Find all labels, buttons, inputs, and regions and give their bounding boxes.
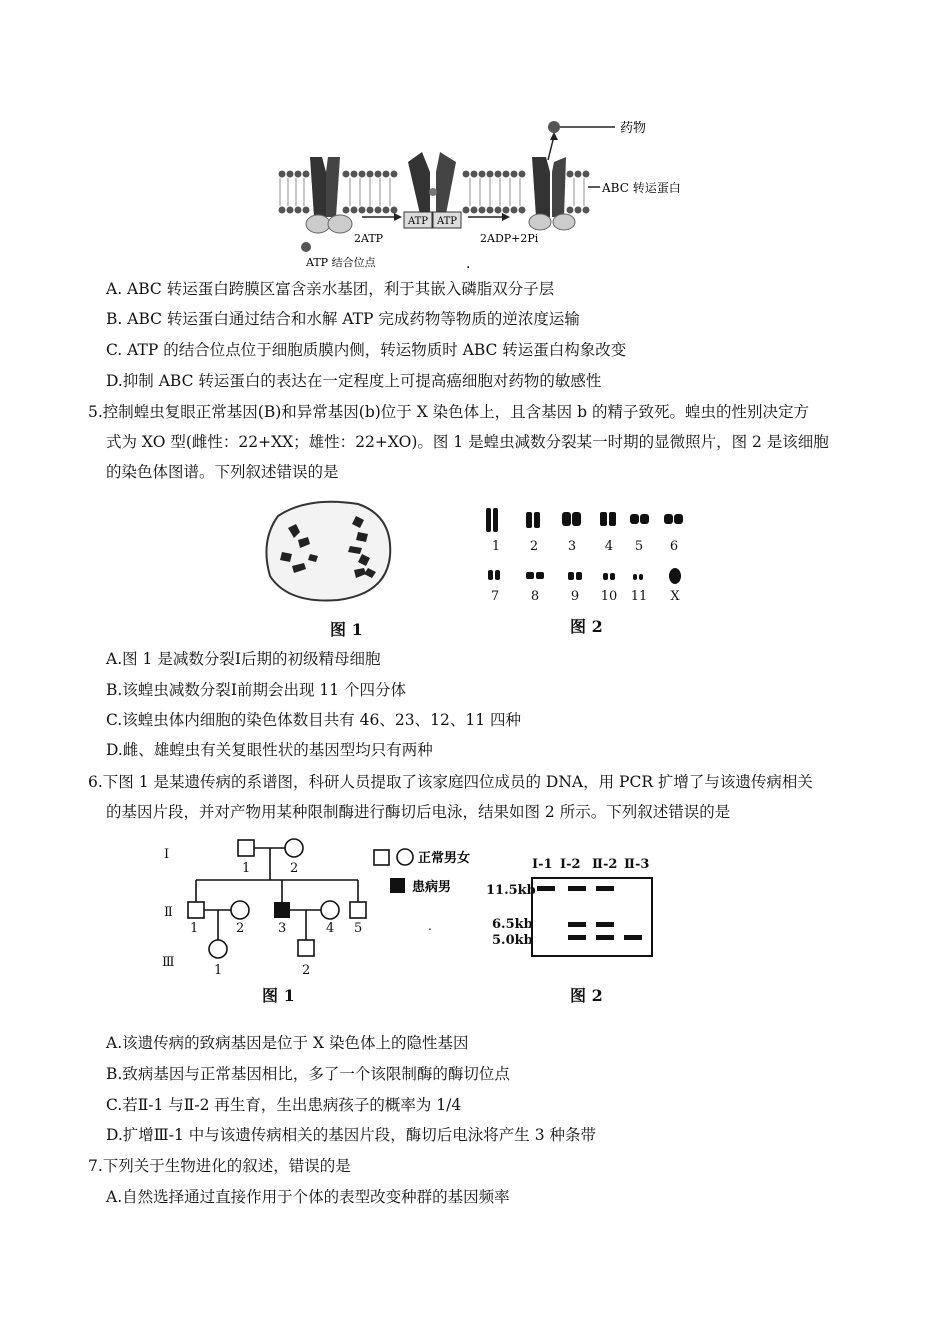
q5-option-b: B.该蝗虫减数分裂Ⅰ前期会出现 11 个四分体 xyxy=(106,681,407,699)
karyo-label-5: 5 xyxy=(634,539,644,554)
q4-option-b: B. ABC 转运蛋白通过结合和水解 ATP 完成药物等物质的逆浓度运输 xyxy=(106,310,580,328)
ped-I-1: 1 xyxy=(242,861,251,876)
karyo-label-3: 3 xyxy=(567,539,577,554)
transporter-3 xyxy=(529,157,575,230)
q6-option-a: A.该遗传病的致病基因是位于 X 染色体上的隐性基因 xyxy=(106,1034,469,1052)
karyo-label-2: 2 xyxy=(529,539,539,554)
q4-option-a: A. ABC 转运蛋白跨膜区富含亲水基团，利于其嵌入磷脂双分子层 xyxy=(106,280,555,298)
karyo-label-1: 1 xyxy=(491,539,501,554)
stray-dot: . xyxy=(466,256,471,272)
abc-label: ABC 转运蛋白 xyxy=(602,181,681,195)
ped-III-1: 1 xyxy=(214,963,223,978)
gel-size-1: 11.5kb xyxy=(486,883,536,898)
gel-lane-2: Ⅰ-2 xyxy=(560,857,581,872)
legend-affected: 患病男 xyxy=(412,880,452,895)
q5-stem-line-1: 5.控制蝗虫复眼正常基因(B)和异常基因(b)位于 X 染色体上，且含基因 b 的精子致死。蝗虫的性别决定方 xyxy=(88,403,809,421)
ped-III-2: 2 xyxy=(302,963,311,978)
q5-option-a: A.图 1 是减数分裂Ⅰ后期的初级精母细胞 xyxy=(106,650,381,668)
ped-II-3: 3 xyxy=(278,921,287,936)
transporter-1 xyxy=(306,157,352,233)
gen-label-3: Ⅲ xyxy=(162,955,175,970)
q5-option-d: D.雌、雄蝗虫有关复眼性状的基因型均只有两种 xyxy=(106,741,433,759)
adp-out-label: 2ADP+2Pi xyxy=(480,232,539,245)
q4-option-d: D.抑制 ABC 转运蛋白的表达在一定程度上可提高癌细胞对药物的敏感性 xyxy=(106,372,602,390)
gel-lane-3: Ⅱ-2 xyxy=(592,857,618,872)
atp-site-label: ATP 结合位点 xyxy=(306,256,376,269)
abc-transporter-figure xyxy=(270,112,690,272)
q6-option-d: D.扩增Ⅲ-1 中与该遗传病相关的基因片段，酶切后电泳将产生 3 种条带 xyxy=(106,1126,596,1144)
karyo-label-x: X xyxy=(670,589,680,604)
ped-II-4: 4 xyxy=(326,921,335,936)
q6-fig2-caption: 图 2 xyxy=(570,986,603,1005)
q5-option-c: C.该蝗虫体内细胞的染色体数目共有 46、23、12、11 四种 xyxy=(106,711,521,729)
ped-I-2: 2 xyxy=(290,861,299,876)
ped-II-2: 2 xyxy=(236,921,245,936)
q6-stem-line-1: 6.下图 1 是某遗传病的系谱图，科研人员提取了该家庭四位成员的 DNA，用 PCR 扩增了与该遗传病相关 xyxy=(88,773,813,791)
q5-fig2-karyotype xyxy=(476,504,696,604)
gel-size-2: 6.5kb xyxy=(492,917,533,932)
gen-label-2: Ⅱ xyxy=(164,905,173,920)
svg-text:.: . xyxy=(428,919,432,933)
q6-legend xyxy=(370,840,480,933)
karyo-label-9: 9 xyxy=(570,589,580,604)
drug-label: 药物 xyxy=(620,121,647,136)
q6-gel xyxy=(484,850,664,960)
q6-option-c: C.若Ⅱ-1 与Ⅱ-2 再生育，生出患病孩子的概率为 1/4 xyxy=(106,1096,462,1114)
q5-fig1-caption: 图 1 xyxy=(330,620,363,639)
atp-box-2: ATP xyxy=(436,216,458,227)
q5-stem-line-3: 的染色体图谱。下列叙述错误的是 xyxy=(106,463,339,481)
ped-II-5: 5 xyxy=(354,921,363,936)
karyo-label-10: 10 xyxy=(600,589,618,604)
q6-pedigree xyxy=(150,832,390,982)
q6-fig1-caption: 图 1 xyxy=(262,986,295,1005)
ped-II-1: 1 xyxy=(190,921,199,936)
q5-fig1-micrograph xyxy=(258,496,398,606)
transporter-2 xyxy=(404,152,461,228)
gel-lane-4: Ⅱ-3 xyxy=(624,857,650,872)
q6-stem-line-2: 的基因片段，并对产物用某种限制酶进行酶切后电泳，结果如图 2 所示。下列叙述错误的是 xyxy=(106,803,731,821)
gel-size-3: 5.0kb xyxy=(492,933,533,948)
q7-stem: 7.下列关于生物进化的叙述，错误的是 xyxy=(88,1157,351,1175)
atp-in-label: 2ATP xyxy=(354,232,384,245)
q4-option-c: C. ATP 的结合位点位于细胞质膜内侧，转运物质时 ABC 转运蛋白构象改变 xyxy=(106,341,627,359)
karyo-label-11: 11 xyxy=(630,589,648,604)
q5-fig2-caption: 图 2 xyxy=(570,617,603,636)
q5-stem-line-2: 式为 XO 型(雌性：22+XX；雄性：22+XO)。图 1 是蝗虫减数分裂某一时期的显微照片，图 2 是该细胞 xyxy=(106,433,829,451)
karyo-label-8: 8 xyxy=(530,589,540,604)
atp-box-1: ATP xyxy=(407,216,429,227)
q6-option-b: B.致病基因与正常基因相比，多了一个该限制酶的酶切位点 xyxy=(106,1065,510,1083)
karyo-label-7: 7 xyxy=(490,589,500,604)
gen-label-1: Ⅰ xyxy=(164,847,170,862)
gel-lane-1: Ⅰ-1 xyxy=(532,857,553,872)
karyo-label-4: 4 xyxy=(604,539,614,554)
karyo-label-6: 6 xyxy=(669,539,679,554)
q7-option-a: A.自然选择通过直接作用于个体的表型改变种群的基因频率 xyxy=(106,1188,510,1206)
legend-normal: 正常男女 xyxy=(418,851,471,866)
